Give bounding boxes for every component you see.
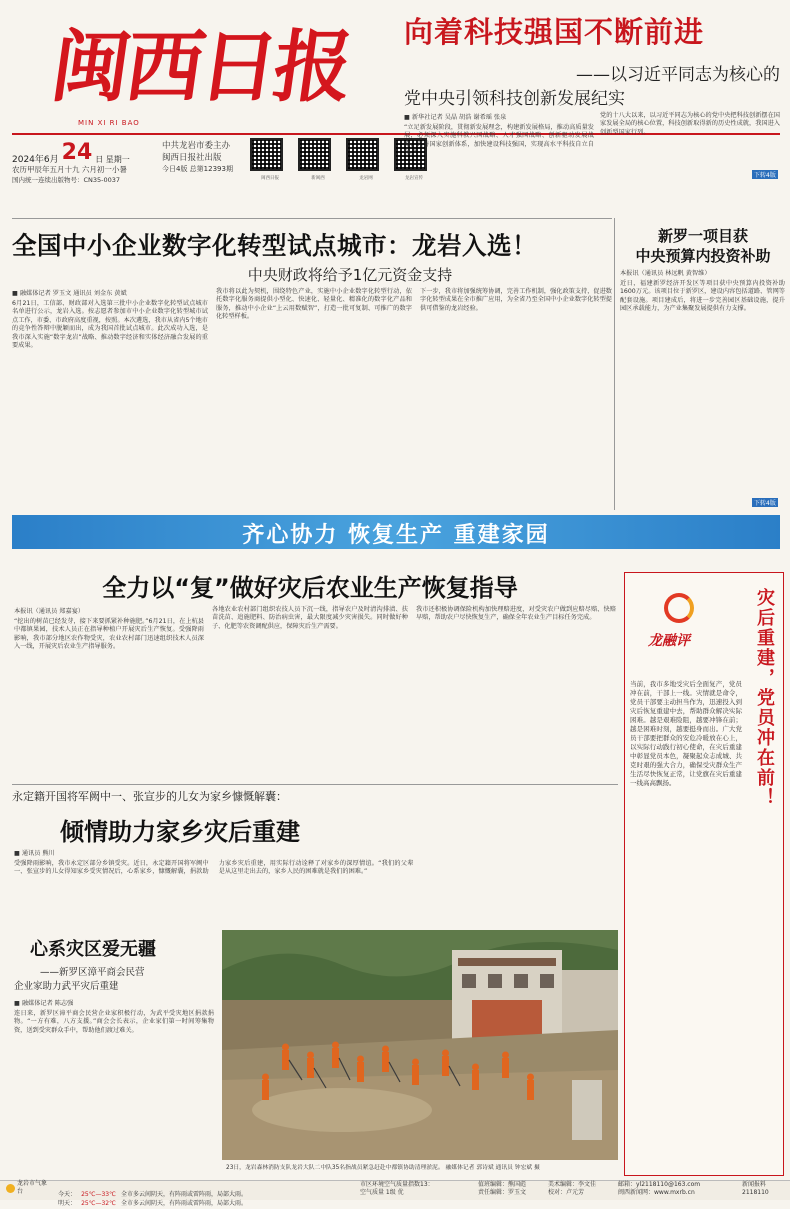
weather-today-temp: 25℃—33℃ (81, 1191, 116, 1198)
date-weekday: 日 星期一 (95, 155, 130, 164)
dateline (12, 140, 160, 185)
publisher-block (162, 140, 254, 174)
top-story-subtitle-1: ——以习近平同志为核心的 (576, 65, 780, 85)
qr-item[interactable] (250, 138, 290, 181)
commentary-body: 当前，我市多地受灾后全面复产，党员冲在前，干部上一线。灾情就是命令，党员干部要主动担当作为，迅速投入到灾后恢复重建中去，帮助群众解决实际困难。越是艰难险阻，越要冲锋在前；越是困难时刻，越要挺身而出。广大党员干部要把群众的安危冷暖放在心上，以实际行动践行初心使命，在灾后重建中彰显党员本色，凝聚起众志成城、共克时艰的强大合力，确保受灾群众生产生活尽快恢复正常，让党旗在灾后重建一线高高飘扬。 (630, 680, 742, 787)
weather-tomorrow (58, 1190, 247, 1209)
qr-item[interactable] (346, 138, 386, 181)
date-day: 24 (61, 140, 93, 165)
editors-1 (478, 1181, 526, 1197)
side-byline: 本报讯（通讯员 林远帆 黄智维） (620, 270, 711, 277)
page-jump-tag[interactable]: 下转4版 (754, 500, 776, 507)
editor-responsible: 责任编辑：罗玉文 (478, 1189, 527, 1196)
agri-col-2: 各地农业农村部门组织农技人员下沉一线，指导农户及时清沟排渍、扶苗洗苗、追施肥料、防治病虫害，最大限度减少灾害损失。同时做好种子、化肥等农资调配供应，保障灾后生产需要。 (212, 606, 408, 630)
contact-web[interactable]: 闽西新闻网：www.mxrb.cn (618, 1189, 695, 1196)
sun-icon (6, 1184, 15, 1193)
weather-tomorrow-desc: 全市多云间阴天，有阵雨或雷阵雨，局部大雨。 (120, 1200, 247, 1207)
top-story-body-1: “立足新发展阶段，贯彻新发展理念，构建新发展格局，推动高质量发展，必须深入实施科教兴国战略、人才强国战略、创新驱动发展战略，完善国家创新体系，加快建设科技强国，实现高水平科技自立自强。” (404, 124, 594, 157)
qr-code-icon (298, 138, 331, 171)
issn: 国内统一连续出版物号：CN35-0037 (12, 176, 121, 184)
hotline (742, 1181, 769, 1197)
editor-proof: 校对：卢元芳 (548, 1189, 585, 1196)
org-line-1: 中共龙岩市委主办 (162, 141, 231, 151)
contact-email[interactable]: 邮箱：yl2118110@163.com (618, 1181, 701, 1188)
hero-headline[interactable]: 倾情助力家乡灾后重建 (60, 818, 300, 846)
agri-byline: 本报讯（通讯员 郑嘉宴） (14, 608, 85, 615)
lead-col-1: 6月21日，工信部、财政部对入选第三批中小企业数字化转型试点城市名单进行公示，龙岩入选。按志愿者参加市中小企业数字化转型城市试点工作，市委、市政府高度重视，按照。本次遴选，我市从省内5个地市的竞争性答辩中脱颖而出，成为我国首批试点城市。此次成功入选，是我市深入实施“数字龙岩”战略、推动数字经济和实体经济融合发展的重要成果。 (12, 300, 208, 350)
page-jump-tag[interactable]: 下转4版 (754, 172, 776, 179)
commentary-brand: 龙融评 (648, 633, 690, 649)
weather-today-desc: 全市多云间阴天，有阵雨或雷阵雨，局部大雨。 (120, 1191, 247, 1198)
side-headline-2[interactable]: 中央预算内投资补助 (635, 247, 771, 265)
column-divider (614, 218, 615, 510)
weather-tomorrow-label: 明天： (58, 1200, 77, 1207)
agri-headline[interactable]: 全力以“复”做好灾后农业生产恢复指导 (102, 574, 518, 602)
weather-label: 龙岩市气象台 (17, 1180, 48, 1195)
qr-label: 龙岩宣传 (405, 176, 423, 181)
qr-code-icon (346, 138, 379, 171)
qr-label: 闽西日报 (261, 176, 279, 181)
hero-kicker: 永定籍开国将军阙中一、张宣步的儿女为家乡慷慨解囊： (12, 790, 287, 803)
agri-col-1: “挖出的树苗已经发芽，接下来要抓紧补种施肥。”6月21日，在上杭县中都镇果园，技术人员正在指导种植户开展灾后生产恢复。受强降雨影响，我市部分地区农作物受灾，农业农村部门迅速组织技术人员深入一线，开展灾后农业生产指导服务。 (14, 618, 204, 651)
divider (12, 784, 618, 785)
commentary-logo-icon (664, 593, 694, 623)
qr-label: 龙岩网 (359, 176, 373, 181)
logo-text: 闽西日报 (45, 22, 355, 113)
top-story-subtitle-2: 党中央引领科技创新发展纪实 (404, 89, 625, 109)
news-photo[interactable] (222, 930, 618, 1160)
date-year-month: 2024年6月 (12, 155, 59, 165)
qr-code-icon (250, 138, 283, 171)
lead-col-2: 我市将以此为契机，围绕特色产业，实施中小企业数字化转型行动，依托数字化服务商提供小型化、快速化、轻量化、精准化的数字化产品和服务，推动中小企业“上云用数赋智”，打造一批可复制、可推广的数字化转型样板。 (216, 288, 412, 321)
relief-body: 连日来，新罗区漳平商会民营企业家积极行动，为武平受灾地区捐款捐物。“一方有难，八方支援。”商会会长表示，企业家们第一时间筹集物资，送到受灾群众手中，帮助他们渡过难关。 (14, 1010, 214, 1034)
qr-item[interactable] (298, 138, 338, 181)
qr-label: 新闽西 (311, 176, 325, 181)
top-story-byline: ■ 新华社记者 吴晶 胡浩 谢希瑶 张泉 (404, 114, 507, 121)
section-banner-text: 齐心协力 恢复生产 重建家园 (242, 523, 550, 548)
lead-headline[interactable]: 全国中小企业数字化转型试点城市：龙岩入选！ (12, 231, 537, 260)
contact (618, 1181, 700, 1197)
hero-body: 受强降雨影响，我市永定区部分乡镇受灾。近日，永定籍开国将军阙中一、张宣步的儿女得知家乡受灾情况后，心系家乡，慷慨解囊，捐款助力家乡灾后重建，用实际行动诠释了对家乡的深厚情谊。“我们的父辈是从这里走出去的，家乡人民的困难就是我们的困难。” (14, 860, 414, 876)
relief-headline[interactable]: 心系灾区爱无疆 (30, 939, 156, 960)
side-headline-1[interactable]: 新罗一项目获 (657, 227, 748, 245)
air-quality-level: 空气质量 1级 优 (360, 1189, 404, 1196)
agri-col-3: 我市还积极协调保险机构加快理赔进度，对受灾农户做到应赔尽赔、快赔早赔，帮助农户尽快恢复生产，确保全年农业生产目标任务完成。 (416, 606, 616, 622)
flood-scene-image (222, 930, 618, 1160)
weather-label-box (6, 1180, 56, 1196)
lead-col-3: 下一步，我市将加强统筹协调，完善工作机制，强化政策支持，促进数字化转型成果在全市推广应用，为全省乃至全国中小企业数字化转型提供可借鉴的龙岩经验。 (420, 288, 612, 312)
relief-subhead-2: 企业家助力武平灾后重建 (14, 981, 119, 992)
weather-today-label: 今天： (58, 1191, 77, 1198)
relief-subhead-1: ——新罗区漳平商会民营 (40, 967, 145, 978)
date-lunar: 农历甲辰年五月十九 六月初一小暑 (12, 165, 127, 174)
page-count: 今日4版 总第12393期 (162, 165, 233, 173)
editor-duty: 值班编辑：熊国彪 (478, 1181, 527, 1188)
air-quality (360, 1181, 434, 1197)
lead-byline: ■ 融媒体记者 罗玉文 通讯员 刘金东 黄斌 (12, 290, 127, 297)
masthead-logo (45, 18, 382, 130)
side-body: 近日，福建新罗经济开发区等项目获中央预算内投资补助1600万元。该项目位于新罗区，建设内容包括道路、管网等配套设施。项目建成后，将进一步完善园区基础设施，提升园区承载能力，为产业集聚发展提供有力支撑。 (620, 280, 785, 313)
logo-pinyin: MIN XI RI BAO (78, 119, 140, 127)
commentary-title[interactable]: 灾后重建，党员冲在前！ (754, 588, 775, 808)
weather-tomorrow-temp: 25℃—32℃ (81, 1200, 116, 1207)
hotline-label: 新闻报料 (742, 1181, 767, 1188)
top-story-title[interactable]: 向着科技强国不断前进 (404, 15, 705, 49)
relief-byline: ■ 融媒体记者 陈志强 (14, 1000, 74, 1007)
top-story-body-2: 党的十八大以来，以习近平同志为核心的党中央把科技创新摆在国家发展全局的核心位置，科技创新取得新的历史性成就，我国进入创新型国家行列。 (600, 112, 780, 136)
org-line-2: 闽西日报社出版 (162, 153, 222, 163)
air-quality-index: 市区环境空气质量指数13： (360, 1181, 434, 1188)
photo-caption: 23日，龙岩森林消防支队龙岩大队二中队35名指战员紧急赶赴中都镇协助清理淤泥。 融媒体记者 郭诗斌 通讯员 钟宏斌 摄 (226, 1165, 540, 1171)
editors-2 (548, 1181, 596, 1197)
hero-byline: ■ 通讯员 熊川 (14, 850, 55, 857)
lead-subhead: 中央财政将给予1亿元资金支持 (247, 266, 453, 284)
editor-art: 美术编辑：李文佳 (548, 1181, 597, 1188)
divider (12, 218, 612, 219)
hotline-number[interactable]: 2118110 (742, 1189, 769, 1196)
